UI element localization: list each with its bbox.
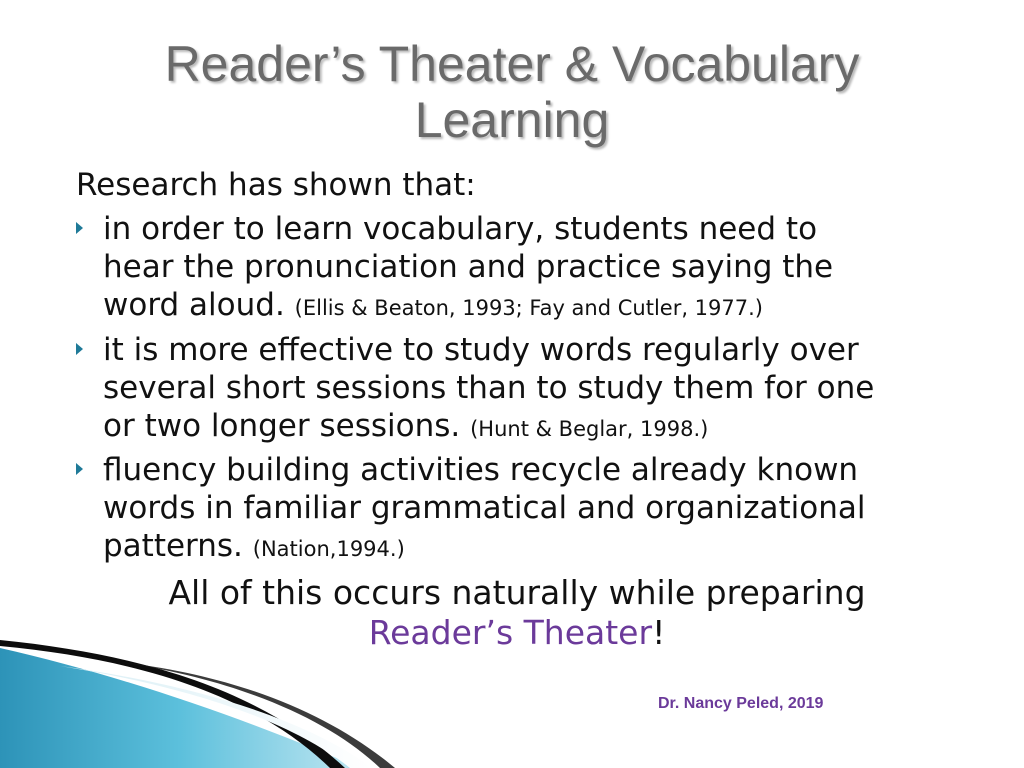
bullet-1-citation: (Ellis & Beaton, 1993; Fay and Cutler, 1977.) bbox=[294, 296, 763, 320]
bullet-2-line-1: it is more effective to study words regularly over bbox=[103, 332, 859, 368]
closing-line-1: All of this occurs naturally while preparing bbox=[168, 573, 866, 612]
bullet-1-line-3 bbox=[103, 286, 833, 327]
closing-highlight: Reader’s Theater bbox=[368, 613, 653, 652]
bullet-1-line-3-text: word aloud. bbox=[103, 287, 285, 323]
closing-statement bbox=[0, 573, 1024, 653]
bullet-3-line-3 bbox=[103, 527, 865, 568]
closing-line-2 bbox=[0, 613, 1024, 653]
bullet-3-line-1: fluency building activities recycle already known bbox=[103, 452, 859, 488]
bullet-2-line-2: several short sessions than to study them for one bbox=[103, 370, 875, 406]
slide-title-line-1: Reader’s Theater & Vocabulary bbox=[164, 36, 860, 92]
bullet-1-line-2: hear the pronunciation and practice saying the bbox=[103, 249, 834, 285]
bullet-item-2 bbox=[103, 331, 874, 448]
bullet-3-line-3-text: patterns. bbox=[103, 528, 243, 564]
slide-title-line-2: Learning bbox=[414, 92, 610, 148]
slide-title bbox=[0, 36, 1024, 148]
author-credit: Dr. Nancy Peled, 2019 bbox=[658, 695, 824, 712]
bullet-2-citation: (Hunt & Beglar, 1998.) bbox=[470, 417, 709, 441]
closing-punctuation: ! bbox=[652, 613, 666, 652]
bullet-2-line-3-text: or two longer sessions. bbox=[103, 408, 461, 444]
triangle-right-icon bbox=[76, 222, 83, 234]
bullet-2-line-3 bbox=[103, 407, 874, 448]
bullet-3-line-2: words in familiar grammatical and organizational bbox=[103, 490, 866, 526]
bullet-3-citation: (Nation,1994.) bbox=[252, 537, 405, 561]
bullet-1-line-1: in order to learn vocabulary, students need to bbox=[103, 211, 818, 247]
bullet-item-3 bbox=[103, 451, 865, 568]
intro-text: Research has shown that: bbox=[76, 167, 476, 203]
triangle-right-icon bbox=[76, 343, 83, 355]
triangle-right-icon bbox=[76, 463, 83, 475]
bullet-item-1 bbox=[103, 210, 833, 327]
